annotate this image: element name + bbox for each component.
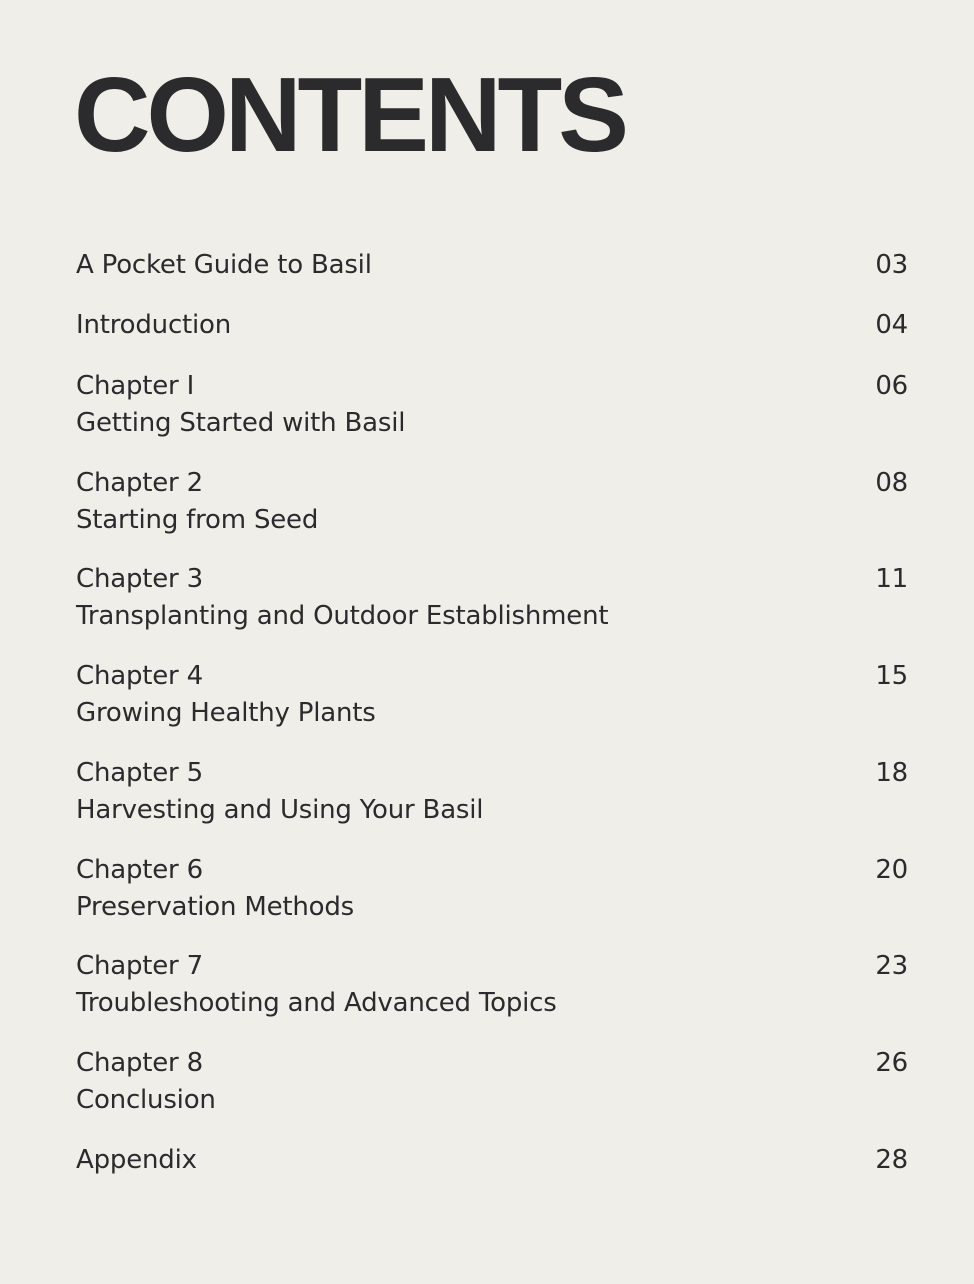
toc-entry-text xyxy=(76,368,836,442)
toc-chapter-label: Chapter 4 xyxy=(76,661,203,691)
toc-entry-text xyxy=(76,247,836,284)
toc-page-number: 03 xyxy=(875,250,908,280)
toc-chapter-label: Chapter 5 xyxy=(76,758,203,788)
toc-chapter-title: Starting from Seed xyxy=(76,505,319,535)
toc-page-number: 15 xyxy=(875,661,908,691)
toc-chapter-label: Chapter 8 xyxy=(76,1048,203,1078)
toc-entry-title: Introduction xyxy=(76,310,232,340)
toc-chapter-label: Chapter 7 xyxy=(76,951,203,981)
toc-entry-text xyxy=(76,465,836,539)
toc-entry-text xyxy=(76,852,836,926)
toc-entry-text xyxy=(76,1142,836,1179)
toc-chapter-label: Chapter I xyxy=(76,371,195,401)
toc-entry-title: A Pocket Guide to Basil xyxy=(76,250,372,280)
toc-chapter-label: Chapter 3 xyxy=(76,564,203,594)
toc-chapter-label: Chapter 6 xyxy=(76,855,203,885)
toc-chapter-title: Getting Started with Basil xyxy=(76,408,406,438)
toc-page-number: 23 xyxy=(875,951,908,981)
page-title: CONTENTS xyxy=(74,56,625,174)
toc-chapter-title: Preservation Methods xyxy=(76,892,355,922)
toc-chapter-title: Growing Healthy Plants xyxy=(76,698,376,728)
toc-entry-text xyxy=(76,948,836,1022)
toc-chapter-label: Chapter 2 xyxy=(76,468,203,498)
toc-entry-text xyxy=(76,307,836,344)
toc-entry-text xyxy=(76,1045,836,1119)
toc-chapter-title: Harvesting and Using Your Basil xyxy=(76,795,484,825)
toc-chapter-title: Conclusion xyxy=(76,1085,216,1115)
toc-chapter-title: Transplanting and Outdoor Establishment xyxy=(76,601,609,631)
toc-page-number: 20 xyxy=(875,855,908,885)
table-of-contents xyxy=(76,0,908,1284)
toc-page-number: 06 xyxy=(875,371,908,401)
toc-page-number: 11 xyxy=(875,564,908,594)
toc-entry-text xyxy=(76,561,836,635)
toc-entry-text xyxy=(76,755,836,829)
toc-chapter-title: Troubleshooting and Advanced Topics xyxy=(76,988,557,1018)
toc-page-number: 04 xyxy=(875,310,908,340)
toc-page-number: 18 xyxy=(875,758,908,788)
toc-page-number: 08 xyxy=(875,468,908,498)
toc-page-number: 26 xyxy=(875,1048,908,1078)
toc-entry-title: Appendix xyxy=(76,1145,197,1175)
toc-page-number: 28 xyxy=(875,1145,908,1175)
toc-entry-text xyxy=(76,658,836,732)
